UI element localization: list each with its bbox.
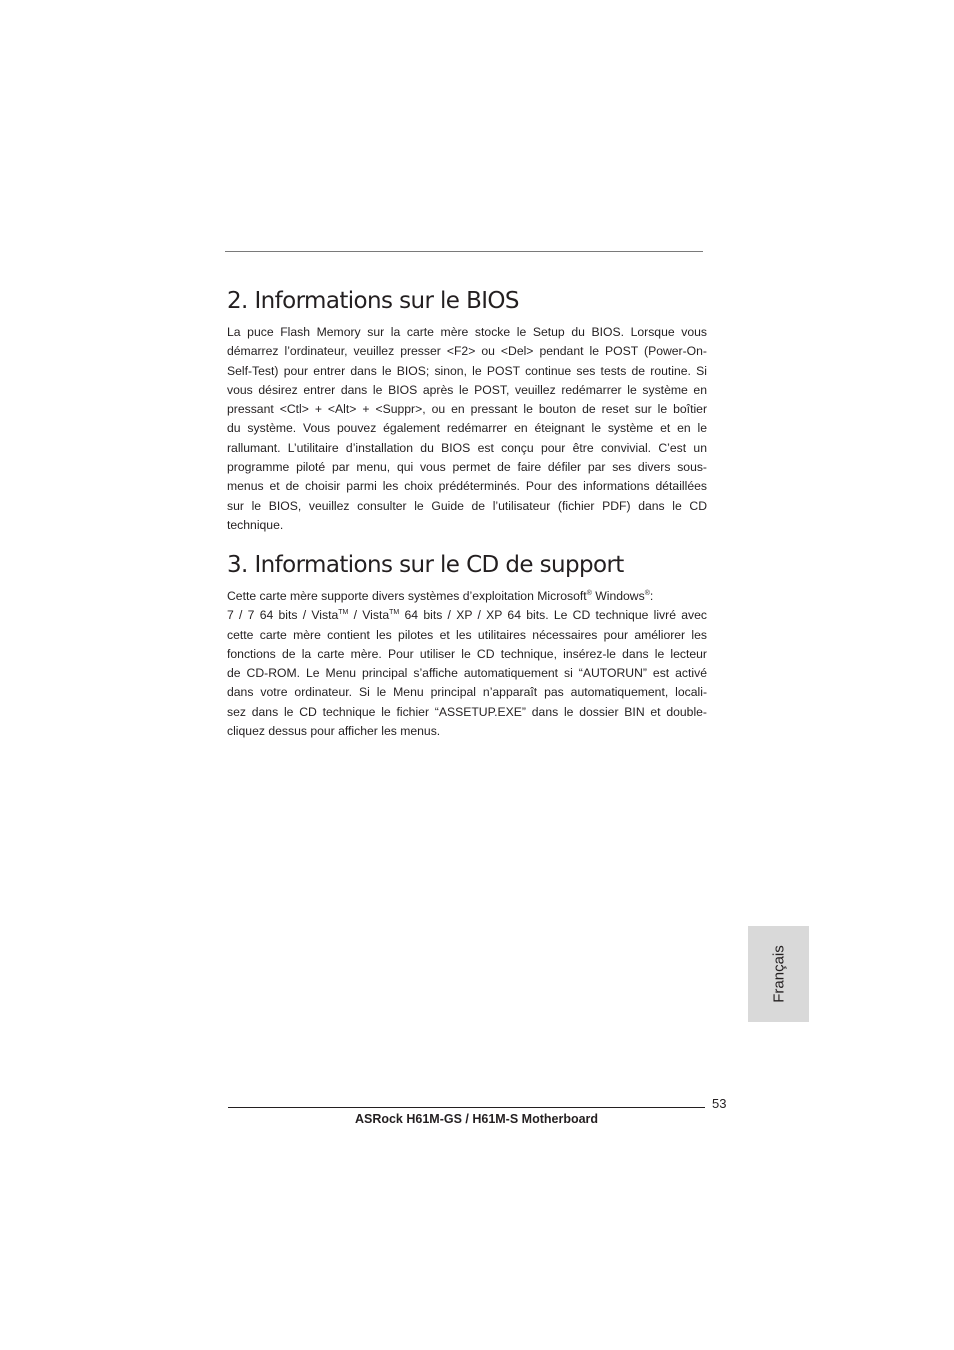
colon-text: : bbox=[649, 589, 654, 603]
windows-text: Windows bbox=[591, 589, 645, 603]
paragraph-line: vous désirez entrer dans le BIOS après le POST, veuillez redémarrer le système en bbox=[227, 382, 707, 397]
paragraph-line: dans votre ordinateur. Si le Menu principal n’apparaît pas automatiquement, locali- bbox=[227, 685, 707, 700]
bios-section bbox=[227, 287, 707, 535]
vista-text: / Vista bbox=[348, 608, 390, 623]
paragraph-line: pressant <Ctl> + <Alt> + <Suppr>, ou en pressant le bouton de reset sur le boîtier bbox=[227, 402, 707, 417]
paragraph-line: cliquez dessus pour afficher les menus. bbox=[227, 724, 441, 739]
paragraph-line: rallumant. L’utilitaire d’installation du BIOS est conçu pour être convivial. C’est un bbox=[227, 440, 707, 455]
trademark-mark: TM bbox=[338, 609, 349, 617]
footer-title: ASRock H61M-GS / H61M-S Motherboard bbox=[354, 1112, 599, 1126]
paragraph-line: sez dans le CD technique le fichier “ASSETUP.EXE” dans le dossier BIN et double- bbox=[227, 704, 707, 719]
paragraph-line bbox=[227, 606, 707, 625]
paragraph-line: programme piloté par menu, qui vous permet de faire défiler par ses divers sous- bbox=[227, 460, 707, 475]
vista-text: 7 / 7 64 bits / Vista bbox=[227, 608, 339, 623]
registered-mark: ® bbox=[586, 590, 592, 597]
cd-paragraph bbox=[227, 587, 707, 741]
paragraph-line: menus et de choisir parmi les choix prédéterminés. Pour des informations détaillées bbox=[227, 479, 707, 494]
cd-section bbox=[227, 551, 707, 741]
registered-mark: ® bbox=[644, 590, 650, 597]
footer-divider bbox=[228, 1107, 705, 1108]
language-tab-label: Français bbox=[770, 945, 787, 1003]
paragraph-line: La puce Flash Memory sur la carte mère stocke le Setup du BIOS. Lorsque vous bbox=[227, 325, 707, 339]
bios-paragraph bbox=[227, 323, 707, 535]
os-support-text: Cette carte mère supporte divers systèmes d’exploitation Microsoft bbox=[227, 589, 587, 603]
top-divider bbox=[225, 251, 703, 252]
paragraph-line: sur le BIOS, veuillez consulter le Guide de l’utilisateur (fichier PDF) dans le CD bbox=[227, 498, 707, 513]
paragraph-line: Self-Test) pour entrer dans le BIOS; sinon, le POST continue ses tests de routine. Si bbox=[227, 363, 707, 378]
paragraph-line: cette carte mère contient les pilotes et les utilitaires nécessaires pour améliorer les bbox=[227, 627, 707, 642]
paragraph-line: technique. bbox=[227, 517, 284, 532]
cd-heading: 3. Informations sur le CD de support bbox=[227, 552, 624, 578]
paragraph-line: du système. Vous pouvez également redémarrer en éteignant le système et en le bbox=[227, 421, 707, 436]
trademark-mark: TM bbox=[389, 609, 400, 617]
language-tab bbox=[748, 926, 809, 1022]
paragraph-line: fonctions de la carte mère. Pour utiliser le CD technique, insérez-le dans le lecteur bbox=[227, 646, 707, 661]
paragraph-line bbox=[227, 587, 707, 606]
os-list-text: 64 bits / XP / XP 64 bits. Le CD technique livré avec bbox=[399, 608, 707, 623]
bios-heading: 2. Informations sur le BIOS bbox=[227, 288, 519, 314]
page-number: 53 bbox=[712, 1096, 727, 1111]
paragraph-line: démarrez l’ordinateur, veuillez presser <F2> ou <Del> pendant le POST (Power-On- bbox=[227, 344, 707, 359]
paragraph-line: de CD-ROM. Le Menu principal s’affiche automatiquement si “AUTORUN” est activé bbox=[227, 666, 707, 681]
